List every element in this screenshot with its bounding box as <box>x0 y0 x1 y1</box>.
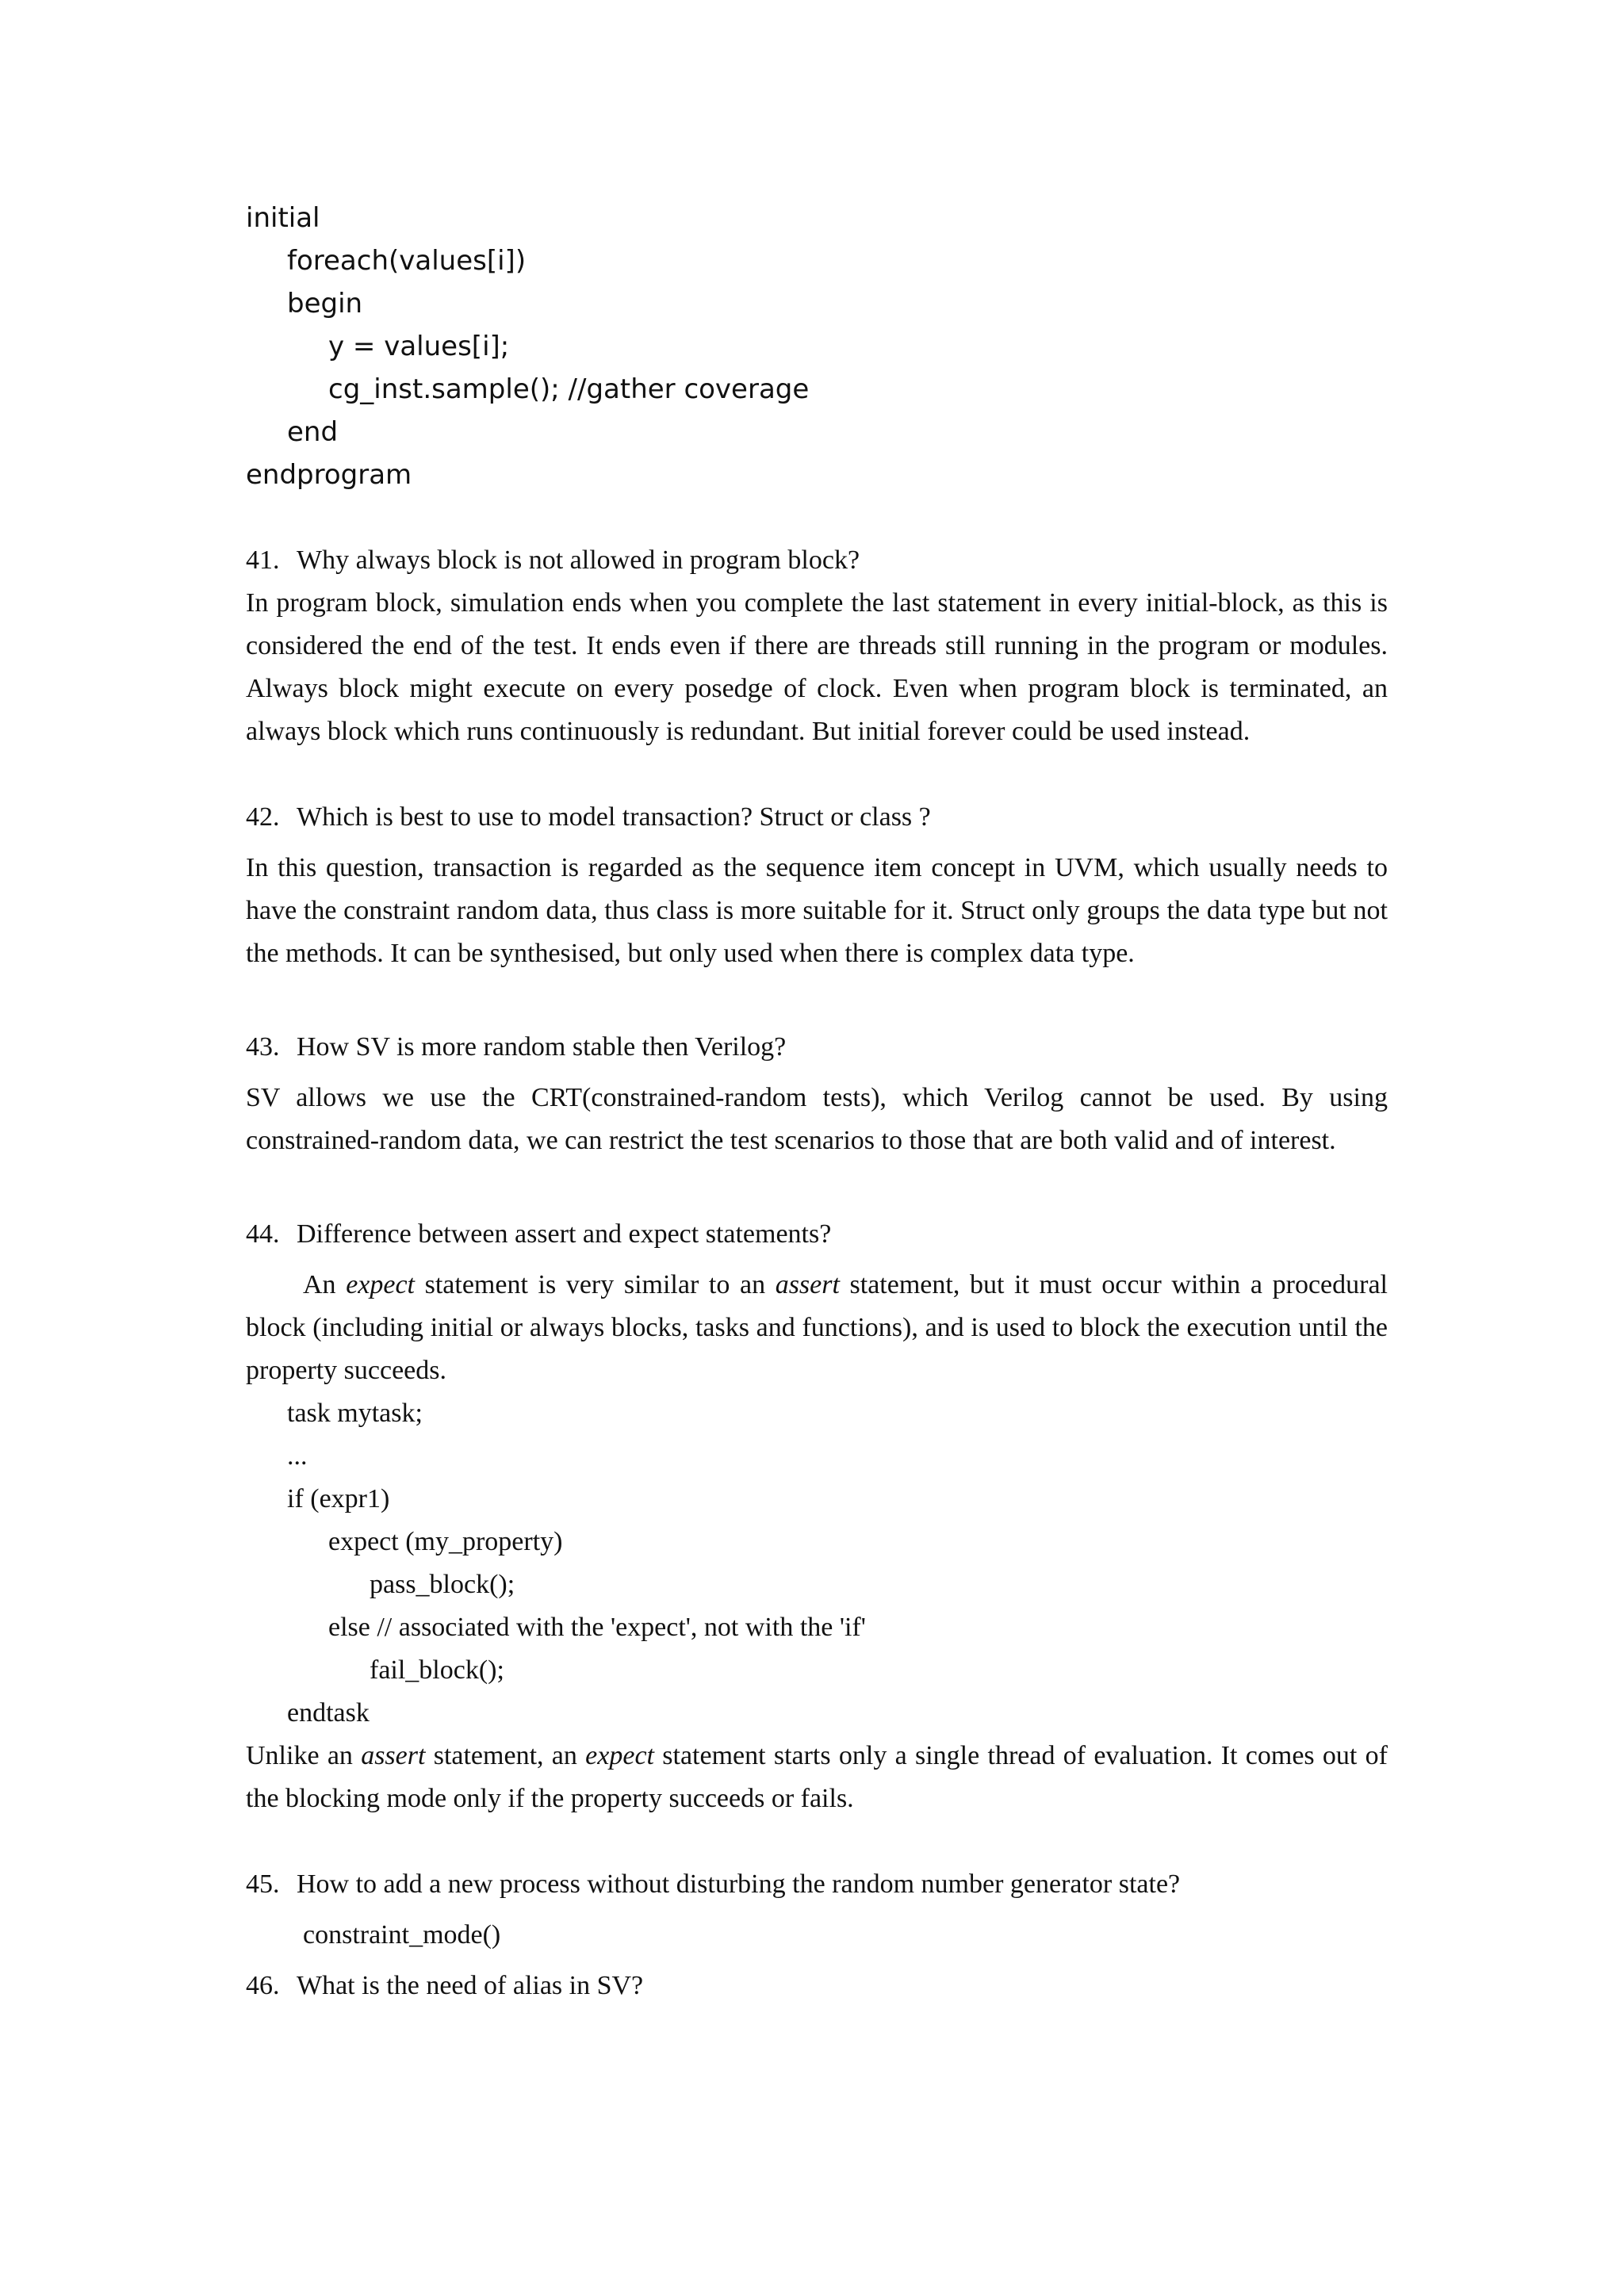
question-text: Difference between assert and expect statements? <box>297 1219 832 1249</box>
code-line: foreach(values[i]) <box>287 245 527 277</box>
answer-text: statement, an <box>425 1741 586 1770</box>
answer-text: An <box>303 1270 347 1299</box>
answer-44 <box>246 1264 1388 1392</box>
code-line: fail_block(); <box>370 1655 504 1685</box>
question-number: 43. <box>246 1032 280 1062</box>
answer-keyword: assert <box>361 1741 426 1770</box>
code-line: end <box>287 416 339 448</box>
answer-41: In program block, simulation ends when you complete the last statement in every initial-block, as this is considered the end of the test. It ends even if there are threads still running in the program or modules. Always block might execute on every posedge of clock. Even when program block is terminated, an always block which runs continuously is redundant. But initial forever could be used instead. <box>246 588 1388 746</box>
answer-45: constraint_mode() <box>303 1920 501 1950</box>
answer-keyword: expect <box>585 1741 654 1770</box>
answer-text: statement starts only a single thread of evaluation. It comes out of the blocking mode only if the property succeeds or fails. <box>246 1741 1388 1813</box>
question-text: What is the need of alias in SV? <box>297 1971 644 2000</box>
question-text: Which is best to use to model transaction? Struct or class ? <box>297 802 931 832</box>
question-text: Why always block is not allowed in program block? <box>297 545 860 575</box>
question-number: 44. <box>246 1219 280 1249</box>
code-line: else // associated with the 'expect', not with the 'if' <box>328 1613 866 1642</box>
code-line: endprogram <box>246 459 412 491</box>
code-block-expect <box>246 1392 1388 1735</box>
question-number: 45. <box>246 1869 280 1899</box>
answer-43: SV allows we use the CRT(constrained-random tests), which Verilog cannot be used. By using constrained-random data, we can restrict the test scenarios to those that are both valid and of interest. <box>246 1083 1388 1155</box>
code-line: task mytask; <box>287 1399 423 1428</box>
code-line: endtask <box>287 1698 370 1728</box>
code-line: expect (my_property) <box>328 1527 563 1556</box>
question-41 <box>246 539 1388 582</box>
code-line: cg_inst.sample(); //gather coverage <box>328 373 810 405</box>
code-line: ... <box>287 1441 308 1471</box>
question-43 <box>246 1026 1388 1069</box>
code-line: y = values[i]; <box>328 331 510 362</box>
question-text: How to add a new process without disturbing the random number generator state? <box>297 1869 1181 1899</box>
answer-42: In this question, transaction is regarded as the sequence item concept in UVM, which usually needs to have the constraint random data, thus class is more suitable for it. Struct only groups the data type but not the methods. It can be synthesised, but only used when there is complex data type. <box>246 853 1388 968</box>
question-46 <box>246 1965 1388 2007</box>
code-line: begin <box>287 288 363 320</box>
question-44 <box>246 1213 1388 1256</box>
answer-44-after <box>246 1735 1388 1820</box>
answer-text: Unlike an <box>246 1741 362 1770</box>
question-number: 42. <box>246 802 280 832</box>
answer-text: statement is very similar to an <box>415 1270 776 1299</box>
question-45 <box>246 1863 1388 1906</box>
code-line: initial <box>246 202 320 234</box>
answer-keyword: assert <box>775 1270 840 1299</box>
code-line: if (expr1) <box>287 1484 390 1513</box>
question-number: 46. <box>246 1971 280 2000</box>
question-number: 41. <box>246 545 280 575</box>
document-page <box>246 197 1388 2007</box>
answer-keyword: expect <box>346 1270 415 1299</box>
question-text: How SV is more random stable then Verilog? <box>297 1032 787 1062</box>
code-block-program <box>246 197 1388 496</box>
question-42 <box>246 796 1388 839</box>
code-line: pass_block(); <box>370 1570 515 1599</box>
answer-text: statement, but it must occur within a procedural block (including initial or always blocks, tasks and functions), and is used to block the execution until the property succeeds. <box>246 1270 1388 1385</box>
